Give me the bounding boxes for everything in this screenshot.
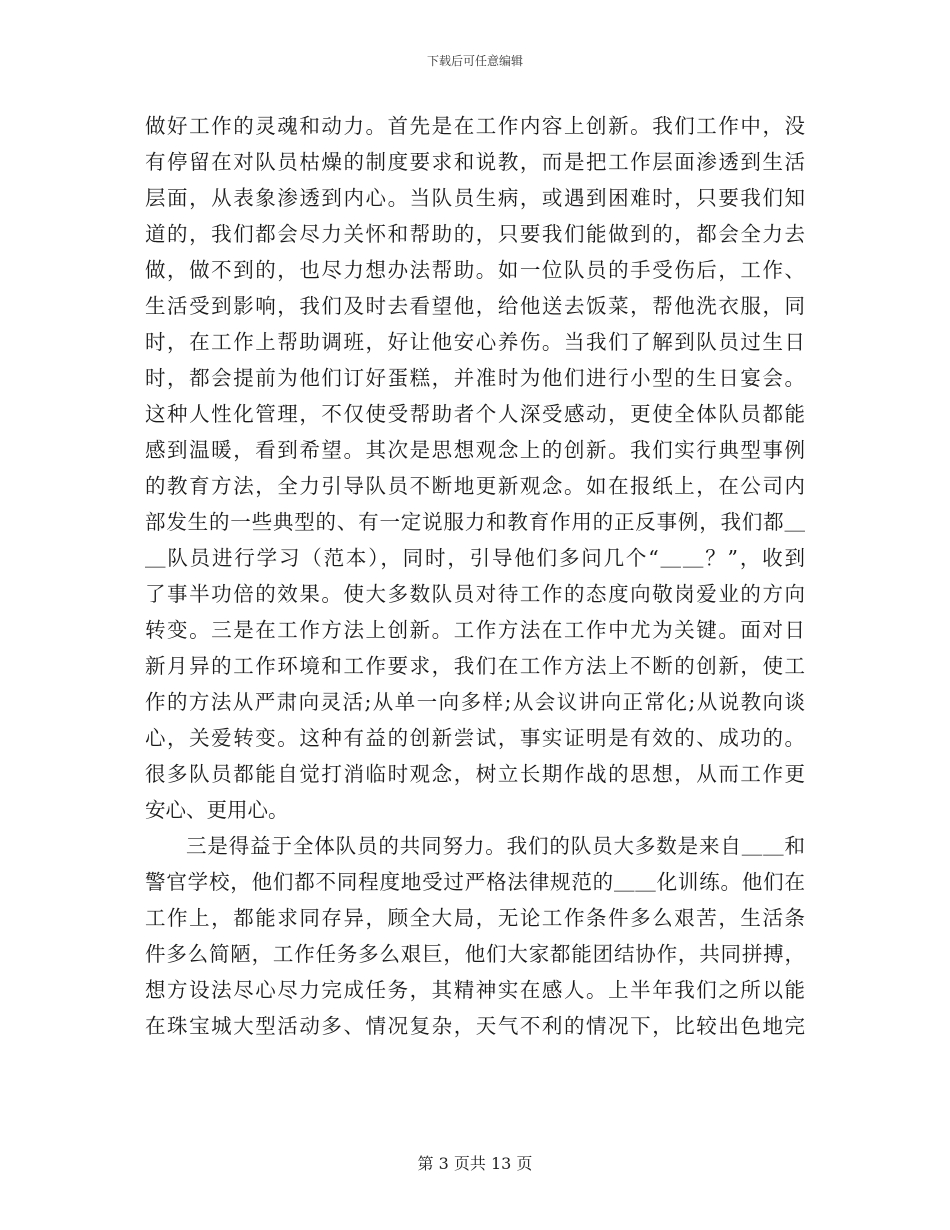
body-line: 工作上，都能求同存异，顾全大局，无论工作条件多么艰苦，生活条 — [145, 906, 805, 930]
paragraph-first-line: 三是得益于全体队员的共同努力。我们的队员大多数是来自＿＿和 — [186, 834, 805, 858]
body-line: 很多队员都能自觉打消临时观念，树立长期作战的思想，从而工作更 — [145, 762, 805, 786]
body-line: 件多么简陋，工作任务多么艰巨，他们大家都能团结协作，共同拼搏， — [145, 942, 805, 966]
body-line: 安心、更用心。 — [145, 798, 289, 822]
body-line: 警官学校，他们都不同程度地受过严格法律规范的＿＿化训练。他们在 — [145, 870, 805, 894]
body-line: 作的方法从严肃向灵活;从单一向多样;从会议讲向正常化;从说教向谈 — [145, 690, 805, 714]
body-line: 时，在工作上帮助调班，好让他安心养伤。当我们了解到队员过生日 — [145, 330, 805, 354]
body-line: 道的，我们都会尽力关怀和帮助的，只要我们能做到的，都会全力去 — [145, 222, 805, 246]
body-line: 想方设法尽心尽力完成任务，其精神实在感人。上半年我们之所以能 — [145, 978, 805, 1002]
body-line: 生活受到影响，我们及时去看望他，给他送去饭菜，帮他洗衣服，同 — [145, 294, 805, 318]
document-body — [145, 108, 805, 1044]
body-line: 的教育方法，全力引导队员不断地更新观念。如在报纸上，在公司内 — [145, 474, 805, 498]
body-line: 新月异的工作环境和工作要求，我们在工作方法上不断的创新，使工 — [145, 654, 805, 678]
page-header: 下载后可任意编辑 — [426, 54, 523, 68]
body-line: 有停留在对队员枯燥的制度要求和说教，而是把工作层面渗透到生活 — [145, 150, 805, 174]
body-line: 层面，从表象渗透到内心。当队员生病，或遇到困难时，只要我们知 — [145, 186, 805, 210]
body-line: 感到温暖，看到希望。其次是思想观念上的创新。我们实行典型事例 — [145, 438, 805, 462]
body-line: 转变。三是在工作方法上创新。工作方法在工作中尤为关键。面对日 — [145, 618, 805, 642]
body-line: 心，关爱转变。这种有益的创新尝试，事实证明是有效的、成功的。 — [145, 726, 805, 750]
body-line: 做好工作的灵魂和动力。首先是在工作内容上创新。我们工作中，没 — [145, 114, 805, 138]
body-line: 部发生的一些典型的、有一定说服力和教育作用的正反事例，我们都＿ — [145, 510, 805, 534]
page-footer: 第 3 页共 13 页 — [417, 1154, 533, 1173]
body-line: 做，做不到的，也尽力想办法帮助。如一位队员的手受伤后，工作、 — [145, 258, 805, 282]
body-line: 在珠宝城大型活动多、情况复杂，天气不利的情况下，比较出色地完 — [145, 1014, 805, 1038]
body-line: 了事半功倍的效果。使大多数队员对待工作的态度向敬岗爱业的方向 — [145, 582, 805, 606]
body-line: 这种人性化管理，不仅使受帮助者个人深受感动，更使全体队员都能 — [145, 402, 805, 426]
body-line: ＿队员进行学习（范本），同时，引导他们多问几个“＿＿？”，收到 — [145, 546, 805, 570]
body-line: 时，都会提前为他们订好蛋糕，并准时为他们进行小型的生日宴会。 — [145, 366, 805, 390]
